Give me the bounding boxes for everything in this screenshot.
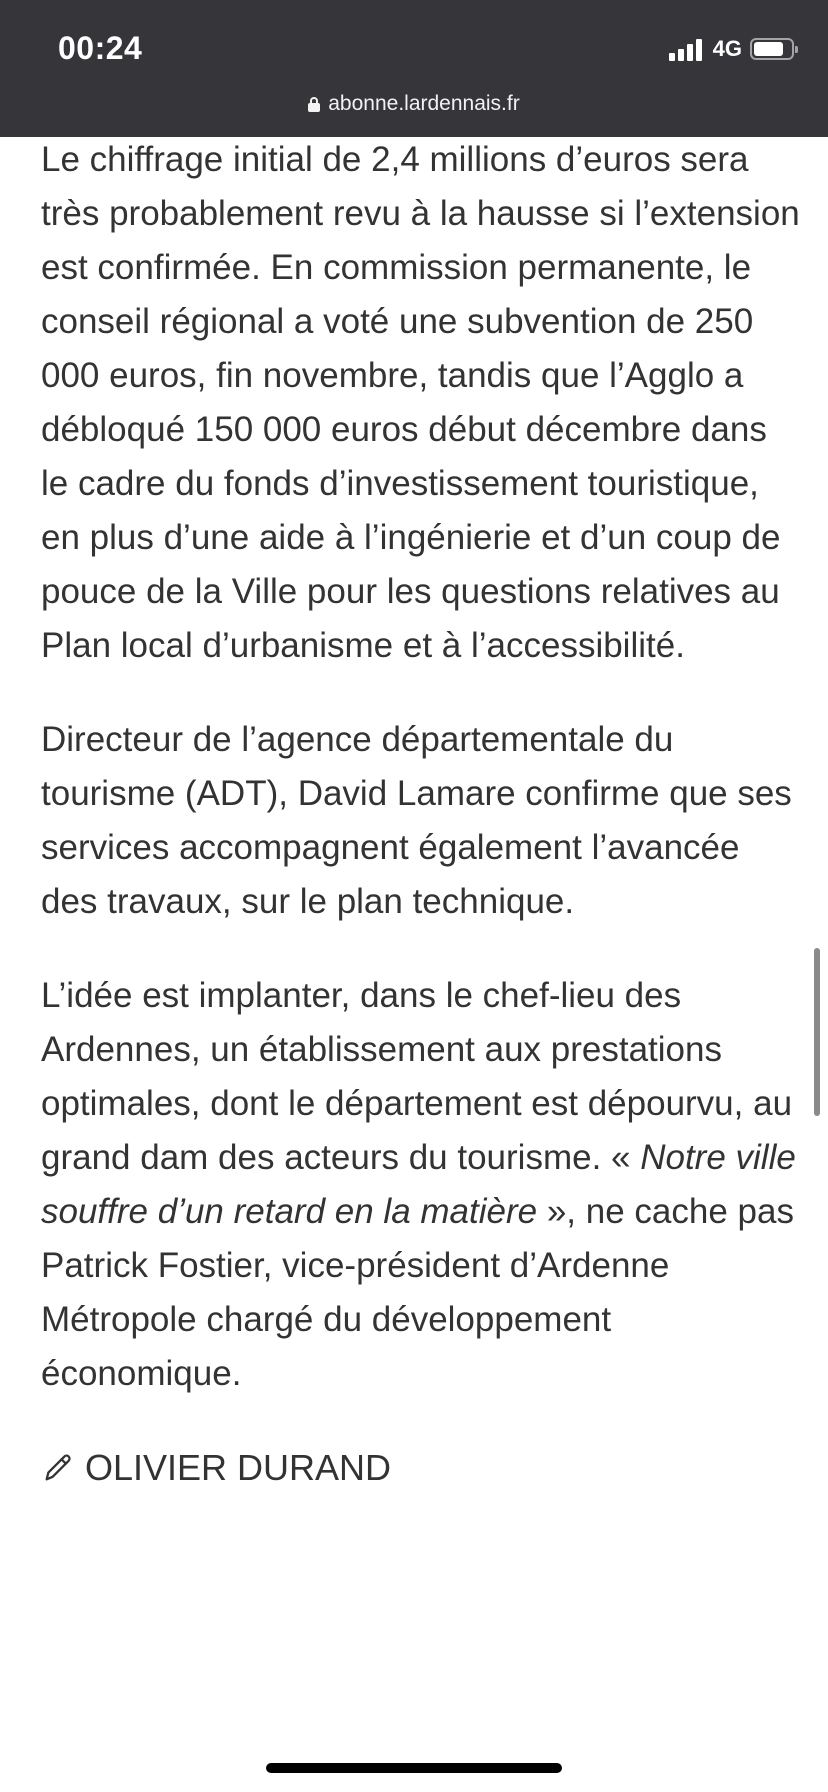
article-paragraph	[41, 969, 801, 1401]
battery-icon	[750, 38, 794, 60]
article-paragraph: Le chiffrage initial de 2,4 millions d’euros sera très probablement revu à la hausse si l’extension est confirmée. En commission permanente, le conseil régional a voté une subvention de 250 000 euros, fin novembre, tandis que l’Agglo a débloqué 150 000 euros début décembre dans le cadre du fonds d’investissement touristique, en plus d’une aide à l’ingénierie et d’un coup de pouce de la Ville pour les questions relatives au Plan local d’urbanisme et à l’accessibilité.	[41, 140, 800, 665]
scrollbar[interactable]	[814, 948, 820, 1116]
address-bar[interactable]	[0, 92, 828, 116]
address-url: abonne.lardennais.fr	[328, 92, 520, 115]
author-name: OLIVIER DURAND	[85, 1447, 392, 1488]
home-indicator[interactable]	[266, 1763, 562, 1773]
signal-strength-icon	[669, 37, 705, 61]
status-time: 00:24	[58, 30, 143, 66]
article-paragraph: Directeur de l’agence départementale du tourisme (ADT), David Lamare confirme que ses services accompagnent également l’avancée des travaux, sur le plan technique.	[41, 720, 792, 921]
lock-icon	[308, 97, 320, 111]
author-byline	[41, 1441, 801, 1495]
status-indicators	[669, 36, 794, 62]
top-bar	[0, 0, 828, 137]
network-type: 4G	[712, 36, 742, 61]
paragraph-text: », ne cache pas Patrick Fostier, vice-président d’Ardenne Métropole chargé du développement économique.	[41, 1192, 794, 1393]
article-body	[41, 133, 801, 1495]
battery-level	[754, 42, 783, 56]
paragraph-text: L’idée est implanter, dans le chef-lieu des Ardennes, un établissement aux prestations optimales, dont le département est dépourvu, au grand dam des acteurs du tourisme. «	[41, 976, 793, 1177]
pencil-icon	[41, 1451, 75, 1485]
quote-text: Notre ville souffre d’un retard en la matière	[41, 1138, 796, 1231]
